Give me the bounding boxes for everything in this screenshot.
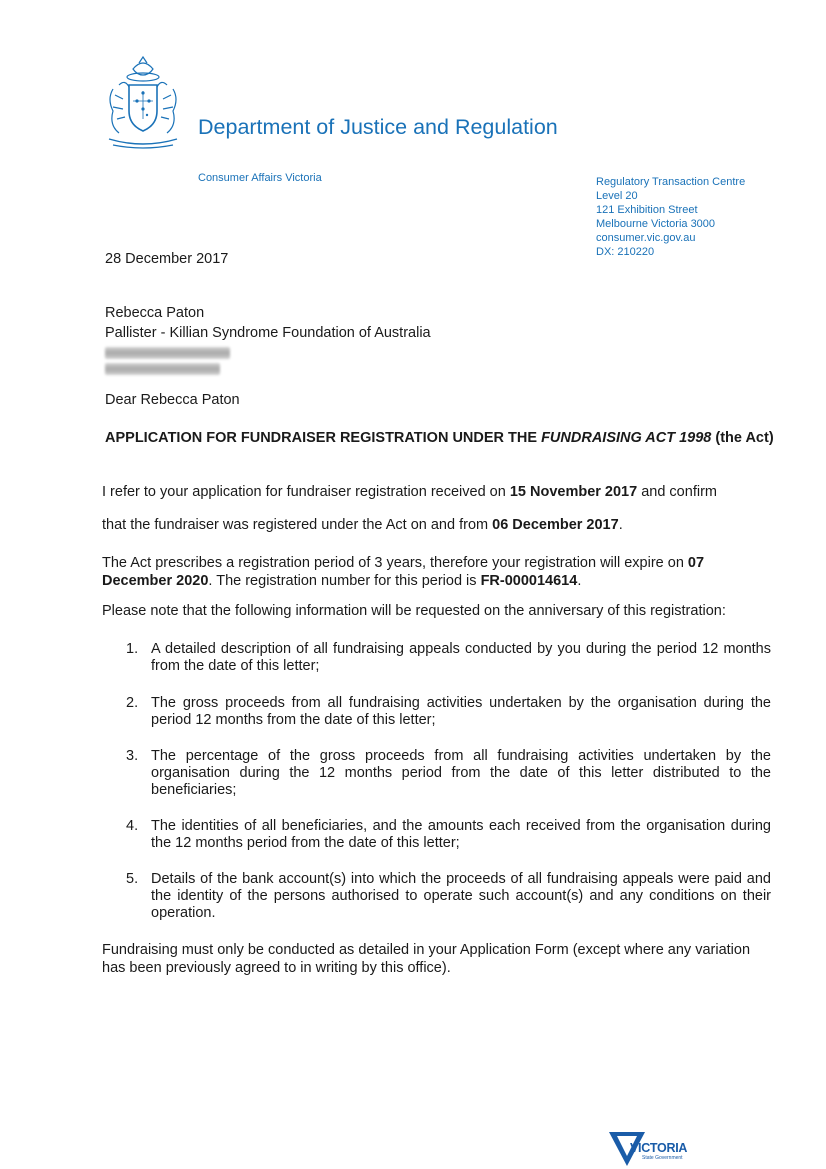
list-number: 3. bbox=[126, 748, 139, 764]
address-line: 121 Exhibition Street bbox=[596, 204, 698, 216]
list-item bbox=[126, 695, 771, 729]
subject-act-title: FUNDRAISING ACT 1998 bbox=[541, 430, 712, 446]
list-number: 4. bbox=[126, 818, 139, 834]
address-line: Level 20 bbox=[596, 190, 638, 202]
division-name: Consumer Affairs Victoria bbox=[198, 172, 322, 184]
registered-date: 06 December 2017 bbox=[492, 517, 619, 533]
list-item bbox=[126, 871, 771, 922]
letter-subject bbox=[105, 430, 775, 447]
department-title: Department of Justice and Regulation bbox=[198, 115, 558, 139]
address-dx: DX: 210220 bbox=[596, 246, 655, 258]
list-number: 5. bbox=[126, 871, 139, 887]
list-item bbox=[126, 748, 771, 799]
list-text: A detailed description of all fundraising appeals conducted by you during the period 12 months from the date of this letter; bbox=[151, 641, 771, 674]
redacted-city-address bbox=[105, 363, 220, 375]
text: . The registration number for this period is bbox=[208, 573, 481, 589]
text: The Act prescribes a registration period of 3 years, therefore your registration will expire on bbox=[102, 555, 688, 571]
list-item bbox=[126, 818, 771, 852]
list-text: The gross proceeds from all fundraising activities undertaken by the organisation during the period 12 months from the date of this letter; bbox=[151, 695, 771, 728]
victoria-state-government-logo bbox=[607, 1128, 688, 1168]
letter-date: 28 December 2017 bbox=[105, 251, 229, 267]
salutation: Dear Rebecca Paton bbox=[105, 392, 240, 408]
coat-of-arms-logo bbox=[103, 55, 183, 151]
subject-suffix: (the Act) bbox=[711, 430, 774, 446]
list-number: 2. bbox=[126, 695, 139, 711]
received-date: 15 November 2017 bbox=[509, 484, 638, 500]
address-website: consumer.vic.gov.au bbox=[596, 232, 696, 244]
text: and confirm bbox=[637, 484, 717, 500]
text: . bbox=[577, 573, 582, 589]
paragraph-registration-period bbox=[102, 554, 778, 590]
text: I refer to your application for fundraiser registration received on bbox=[102, 484, 510, 500]
paragraph-anniversary-note: Please note that the following information will be requested on the anniversary of this registration: bbox=[102, 603, 726, 619]
victoria-logo-subtext: State Government bbox=[642, 1155, 683, 1161]
victoria-logo-text: VICTORIA bbox=[630, 1141, 688, 1155]
paragraph-registered-date bbox=[102, 516, 778, 534]
subject-prefix: APPLICATION FOR FUNDRAISER REGISTRATION UNDER THE bbox=[105, 430, 542, 446]
paragraph-closing-condition: Fundraising must only be conducted as detailed in your Application Form (except where any variation has been previously agreed to in writing by this office). bbox=[102, 942, 751, 976]
paragraph-application-received bbox=[102, 483, 778, 501]
text: . bbox=[618, 517, 623, 533]
address-line: Melbourne Victoria 3000 bbox=[596, 218, 716, 230]
expiry-date: 07 December 2020 bbox=[102, 555, 705, 589]
text: that the fundraiser was registered under the Act on and from bbox=[102, 517, 493, 533]
list-number: 1. bbox=[126, 641, 139, 657]
recipient-block bbox=[105, 304, 431, 378]
recipient-name: Rebecca Paton bbox=[105, 305, 205, 321]
list-text: The identities of all beneficiaries, and the amounts each received from the organisation during the 12 months period from the date of this letter; bbox=[151, 818, 771, 851]
list-text: Details of the bank account(s) into which the proceeds of all fundraising appeals were paid and the identity of the persons authorised to operate such account(s) and any conditions on their operation. bbox=[151, 871, 771, 921]
redacted-street-address bbox=[105, 347, 230, 359]
office-address-block bbox=[596, 175, 745, 259]
list-text: The percentage of the gross proceeds from all fundraising activities undertaken by the organisation during the 12 months period from the date of this letter distributed to the beneficiaries; bbox=[151, 748, 771, 798]
address-line: Regulatory Transaction Centre bbox=[596, 176, 746, 188]
list-item bbox=[126, 641, 771, 675]
registration-number: FR-000014614 bbox=[480, 573, 578, 589]
recipient-organisation: Pallister - Killian Syndrome Foundation of Australia bbox=[105, 324, 431, 341]
